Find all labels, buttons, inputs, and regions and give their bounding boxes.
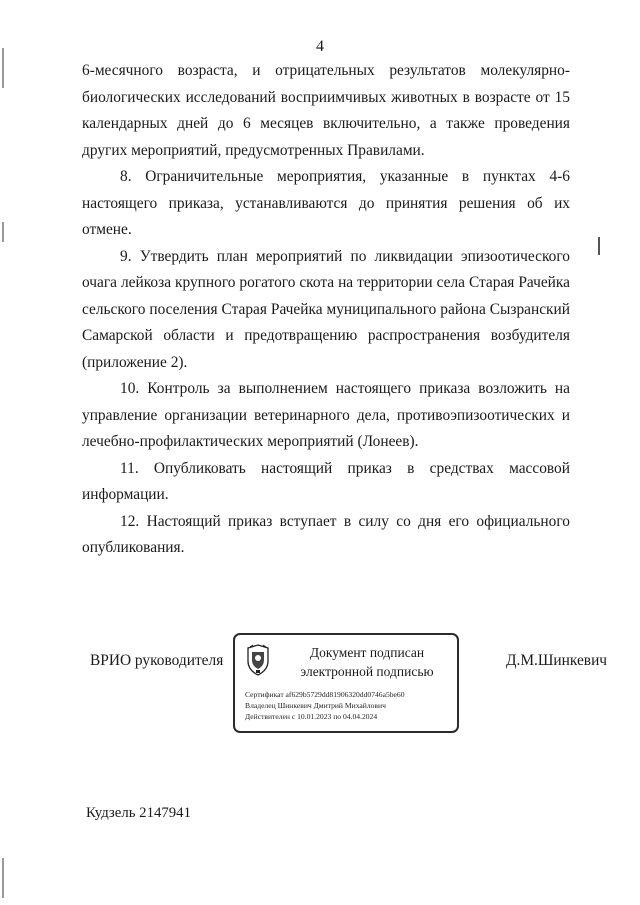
stamp-validity: Действителен с 10.01.2023 по 04.04.2024	[245, 712, 378, 721]
electronic-signature-stamp	[233, 633, 459, 733]
stamp-title-line: Документ подписан	[309, 645, 425, 660]
paragraph-continuation: 6-месячного возраста, и отрицательных результатов молекулярно-биологических исследований восприимчивых животных в возрасте от 15 календарных дней до 6 месяцев включительно, а также проведения других мероприятий, предусмотренных Правилами.	[82, 62, 570, 159]
paragraph-item-9: 9. Утвердить план мероприятий по ликвидации эпизоотического очага лейкоза крупного рогатого скота на территории села Старая Рачейка сельского поселения Старая Рачейка муниципального района Сызранский Самарской области и предотвращению распространения возбудителя (приложение 2).	[82, 247, 570, 371]
page-number: 4	[316, 38, 324, 55]
stamp-details	[245, 689, 455, 722]
stamp-title-line: электронной подписью	[300, 664, 434, 679]
stamp-title	[279, 643, 455, 681]
paragraph-item-11: 11. Опубликовать настоящий приказ в средствах массовой информации.	[82, 459, 570, 503]
paragraph-item-12: 12. Настоящий приказ вступает в силу со дня его официального опубликования.	[82, 512, 570, 556]
paragraph-item-10: 10. Контроль за выполнением настоящего приказа возложить на управление организации ветеринарного дела, противоэпизоотических и лечебно-профилактических мероприятий (Лонеев).	[82, 380, 570, 450]
stamp-owner: Владелец Шинкевич Дмитрий Михайлович	[245, 701, 386, 710]
order-body	[82, 58, 570, 562]
stamp-certificate: Сертификат af629b5729dd81906320dd0746a5be60	[245, 690, 405, 699]
signer-role: ВРИО руководителя	[90, 652, 224, 669]
scan-edge-mark	[2, 858, 4, 898]
signer-name: Д.М.Шинкевич	[506, 652, 608, 669]
scan-margin-mark	[598, 237, 600, 255]
coat-of-arms-icon	[245, 644, 271, 676]
author-line: Кудзель 2147941	[86, 805, 191, 821]
paragraph-item-8: 8. Ограничительные мероприятия, указанные в пунктах 4-6 настоящего приказа, устанавливаются до принятия решения об их отмене.	[82, 168, 570, 238]
scan-edge-mark	[2, 222, 4, 242]
